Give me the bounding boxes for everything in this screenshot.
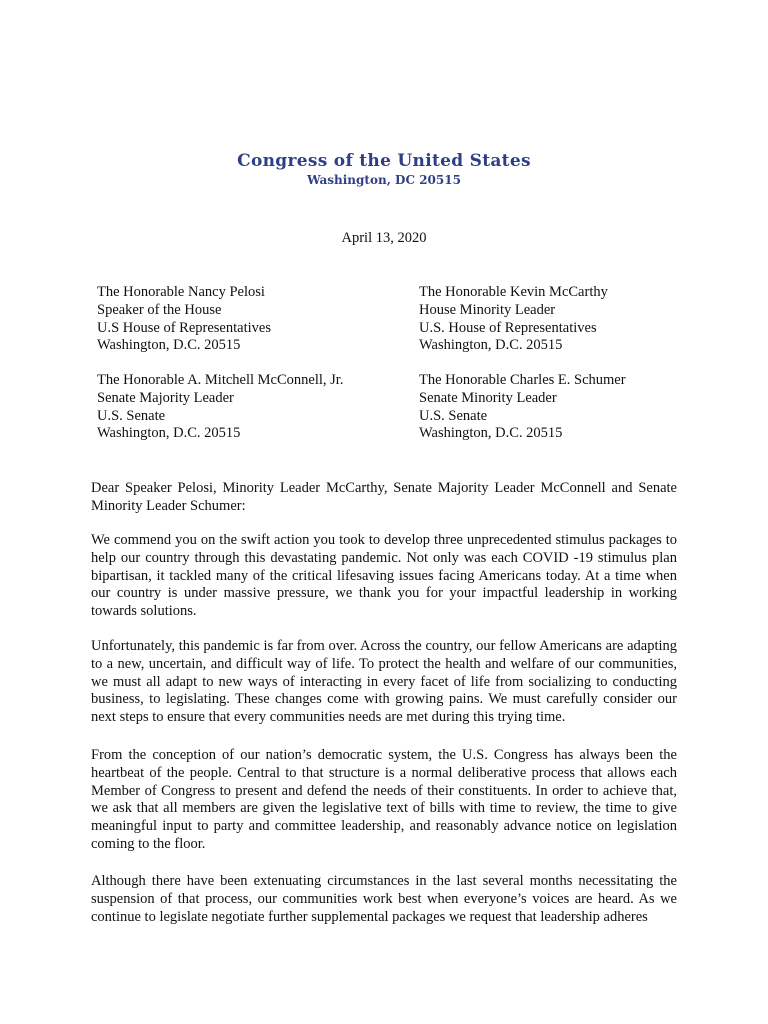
addressee-name: The Honorable Kevin McCarthy — [419, 284, 608, 300]
body-paragraph-1: We commend you on the swift action you took to develop three unprecedented stimulus packages to help our country through this devastating pandemic. Not only was each COVID -19 stimulus plan bipartisan, it tackled many of the critical lifesaving issues facing Americans today. At a time when our country is under massive pressure, we thank you for your impactful leadership in working towards solutions. — [91, 532, 677, 620]
addressee-name: The Honorable Nancy Pelosi — [97, 284, 265, 300]
addressee-name: The Honorable A. Mitchell McConnell, Jr. — [97, 372, 344, 388]
addressee-title: Senate Majority Leader — [97, 389, 234, 406]
addressee-city: Washington, D.C. 20515 — [419, 337, 563, 354]
addressee-office: U.S. Senate — [97, 407, 166, 424]
salutation: Dear Speaker Pelosi, Minority Leader McCarthy, Senate Majority Leader McConnell and Senate Minority Leader Schumer: — [91, 480, 677, 514]
addressee-office: U.S House of Representatives — [97, 319, 271, 336]
addressee-office: U.S. House of Representatives — [419, 319, 597, 336]
addressee-title: Senate Minority Leader — [419, 389, 557, 406]
addressee-pelosi — [97, 284, 271, 355]
body-paragraph-4: Although there have been extenuating circumstances in the last several months necessitating the suspension of that process, our communities work best when everyone’s voices are heard. As we continue to legislate negotiate further supplemental packages we request that leadership adheres — [91, 873, 677, 925]
addressee-title: Speaker of the House — [97, 301, 222, 318]
addressee-mccarthy — [419, 284, 608, 355]
addressee-name: The Honorable Charles E. Schumer — [419, 372, 626, 388]
addressee-mcconnell — [97, 372, 343, 443]
addressee-city: Washington, D.C. 20515 — [97, 425, 241, 442]
addressee-title: House Minority Leader — [419, 301, 556, 318]
letterhead-city: Washington, DC 20515 — [307, 173, 461, 187]
letterhead-title: Congress of the United States — [237, 151, 531, 171]
addressee-office: U.S. Senate — [419, 407, 488, 424]
addressee-city: Washington, D.C. 20515 — [419, 425, 563, 442]
addressee-city: Washington, D.C. 20515 — [97, 337, 241, 354]
body-paragraph-3: From the conception of our nation’s democratic system, the U.S. Congress has always been the heartbeat of the people. Central to that structure is a normal deliberative process that allows each Member of Congress to present and defend the needs of their constituents. In order to achieve that, we ask that all members are given the legislative text of bills with time to review, the time to give meaningful input to party and committee leadership, and reasonably advance notice on legislation coming to the floor. — [91, 747, 677, 852]
addressee-schumer — [419, 372, 626, 443]
letterhead — [0, 150, 768, 188]
body-paragraph-2: Unfortunately, this pandemic is far from over. Across the country, our fellow Americans are adapting to a new, uncertain, and difficult way of life. To protect the health and welfare of our communities, we must all adapt to new ways of interacting in every facet of life from socializing to conducting business, to legislating. These changes come with growing pains. We must carefully consider our next steps to ensure that every communities needs are met during this trying time. — [91, 638, 677, 726]
letter-date: April 13, 2020 — [341, 230, 427, 246]
